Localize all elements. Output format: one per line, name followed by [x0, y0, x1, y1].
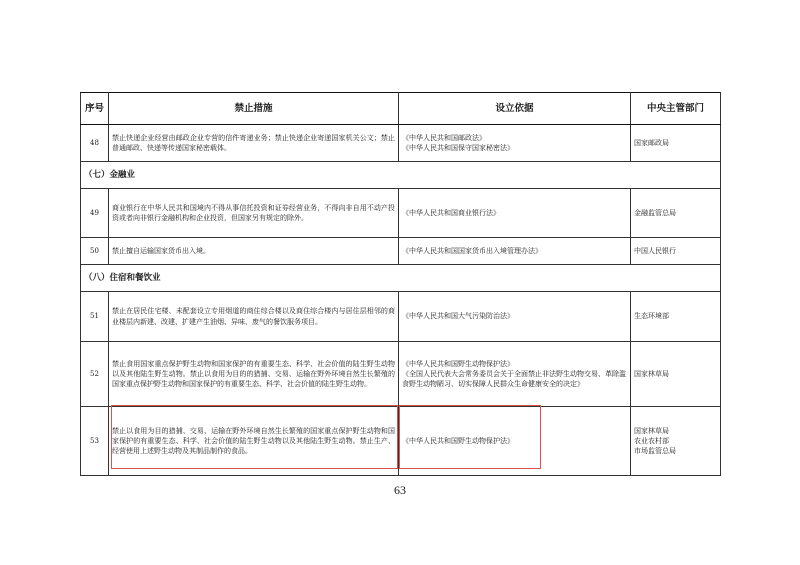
basis-law: 《中华人民共和国野生动物保护法》 [402, 359, 514, 368]
department-cell [631, 238, 721, 265]
row-number: 53 [81, 407, 109, 476]
department-name: 农业农村部 [634, 436, 669, 445]
basis-cell [399, 125, 631, 162]
basis-law: 《全国人民代表大会常务委员会关于全面禁止非法野生动物交易、革除滥食野生动物陋习、切实保障人民群众生命健康安全的决定》 [402, 369, 626, 389]
measure-text: 禁止食用国家重点保护野生动物和国家保护的有重要生态、科学、社会价值的陆生野生动物以及其他陆生野生动物。禁止以食用为目的的猎捕、交易、运输在野外环境自然生长繁殖的国家重点保护野生动物和国家保护的有重要生态、科学、社会价值的陆生野生动物。 [109, 342, 399, 407]
page-number: 63 [394, 483, 406, 497]
basis-law: 《中华人民共和国大气污染防治法》 [402, 312, 514, 321]
header-measure: 禁止措施 [109, 93, 399, 125]
department-cell [631, 407, 721, 476]
section-title: （八）住宿和餐饮业 [81, 265, 721, 292]
department-cell [631, 125, 721, 162]
table-header-row [81, 93, 721, 125]
department-name: 金融监管总局 [634, 208, 676, 217]
header-seq: 序号 [81, 93, 109, 125]
department-name: 国家林草局 [634, 369, 669, 378]
department-cell [631, 189, 721, 238]
department-name: 市场监管总局 [634, 447, 676, 456]
section-title: （七）金融业 [81, 162, 721, 189]
table-row [81, 292, 721, 342]
basis-law: 《中华人民共和国国家货币出入境管理办法》 [402, 246, 542, 255]
basis-law: 《中华人民共和国邮政法》 [402, 133, 486, 142]
department-cell [631, 342, 721, 407]
measures-table [80, 92, 721, 476]
measure-text: 禁止快递企业经营由邮政企业专营的信件寄递业务；禁止快递企业寄递国家机关公文；禁止普通邮政、快递等传递国家秘密载体。 [109, 125, 399, 162]
measure-text: 禁止在居民住宅楼、未配套设立专用烟道的商住综合楼以及商住综合楼内与居住层相邻的商业楼层内新建、改建、扩建产生油烟、异味、废气的餐饮服务项目。 [109, 292, 399, 342]
basis-cell [399, 342, 631, 407]
header-department: 中央主管部门 [631, 93, 721, 125]
row-number: 48 [81, 125, 109, 162]
department-name: 生态环境部 [634, 312, 669, 321]
department-name: 中国人民银行 [634, 246, 676, 255]
table-row [81, 189, 721, 238]
row-number: 49 [81, 189, 109, 238]
table-row [81, 407, 721, 476]
measure-text: 禁止擅自运输国家货币出入境。 [109, 238, 399, 265]
basis-cell [399, 238, 631, 265]
measure-text: 禁止以食用为目的猎捕、交易、运输在野外环境自然生长繁殖的国家重点保护野生动物和国家保护的有重要生态、科学、社会价值的陆生野生动物以及其他陆生野生动物。禁止生产、经营使用上述野生动物及其制品制作的食品。 [109, 407, 399, 476]
table-row [81, 125, 721, 162]
header-basis: 设立依据 [399, 93, 631, 125]
department-name: 国家林草局 [634, 426, 669, 435]
measure-text: 商业银行在中华人民共和国境内不得从事信托投资和证券经营业务，不得向非自用不动产投资或者向非银行金融机构和企业投资，但国家另有规定的除外。 [109, 189, 399, 238]
basis-cell [399, 189, 631, 238]
row-number: 52 [81, 342, 109, 407]
basis-cell [399, 407, 631, 476]
table-row [81, 238, 721, 265]
basis-law: 《中华人民共和国商业银行法》 [402, 208, 500, 217]
row-number: 51 [81, 292, 109, 342]
table-row [81, 342, 721, 407]
basis-cell [399, 292, 631, 342]
section-row [81, 162, 721, 189]
basis-law: 《中华人民共和国保守国家秘密法》 [402, 144, 514, 152]
row-number: 50 [81, 238, 109, 265]
department-cell [631, 292, 721, 342]
basis-law: 《中华人民共和国野生动物保护法》 [402, 436, 514, 445]
department-name: 国家邮政局 [634, 138, 669, 147]
section-row [81, 265, 721, 292]
